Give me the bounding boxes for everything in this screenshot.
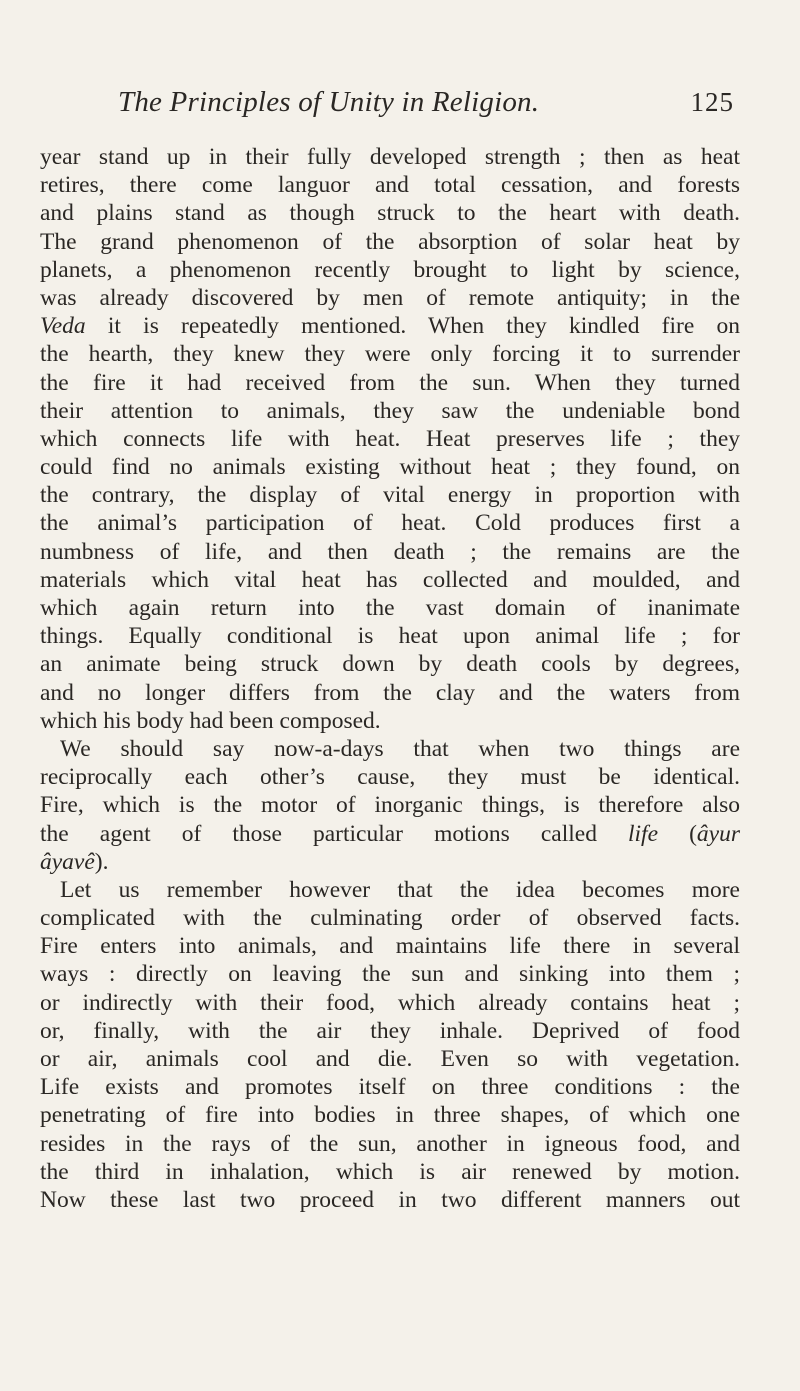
text-line: which again return into the vast domain of inanimate	[40, 595, 740, 621]
italic-term: âyur	[696, 820, 740, 847]
text-line: ways : directly on leaving the sun and sinking into them ;	[40, 961, 740, 988]
text-line: Life exists and promotes itself on three conditions : the	[40, 1074, 740, 1101]
italic-term: Veda	[40, 313, 86, 340]
text-line: the animal’s participation of heat. Cold produces first a	[40, 510, 740, 537]
running-head	[118, 86, 734, 126]
text-line: Let us remember however that the idea becomes more	[60, 876, 740, 903]
text-line: the third in inhalation, which is air renewed by motion.	[40, 1158, 740, 1185]
text-line: things. Equally conditional is heat upon animal life ; for	[40, 623, 740, 650]
text-line: reciprocally each other’s cause, they must be identical.	[40, 764, 740, 791]
text-line: The grand phenomenon of the absorption of solar heat by	[40, 228, 740, 255]
text-line: and plains stand as though struck to the heart with death.	[40, 200, 740, 227]
text-line: planets, a phenomenon recently brought to light by science,	[40, 256, 740, 283]
text-line: which connects life with heat. Heat preserves life ; they	[40, 425, 740, 452]
text-line: and no longer differs from the clay and the waters from	[40, 679, 740, 706]
text-line: could find no animals existing without heat ; they found, on	[40, 454, 740, 481]
text-line: or, finally, with the air they inhale. Deprived of food	[40, 1017, 740, 1044]
text-line: complicated with the culminating order of observed facts.	[40, 905, 740, 932]
text-line: or indirectly with their food, which already contains heat ;	[40, 989, 740, 1016]
text-line: year stand up in their fully developed strength ; then as heat	[40, 144, 740, 170]
text-line: penetrating of fire into bodies in three shapes, of which one	[40, 1102, 740, 1129]
text-line: their attention to animals, they saw the undeniable bond	[40, 397, 740, 424]
text-line: the hearth, they knew they were only forcing it to surrender	[40, 341, 740, 368]
text-line: was already discovered by men of remote antiquity; in the	[40, 284, 740, 311]
text-line: an animate being struck down by death cools by degrees,	[40, 651, 740, 678]
text-line: Now these last two proceed in two different manners out	[40, 1186, 740, 1213]
text-line: resides in the rays of the sun, another in igneous food, and	[40, 1130, 740, 1157]
text-line: numbness of life, and then death ; the remains are the	[40, 538, 740, 565]
body-text	[40, 143, 740, 1214]
text-line: We should say now-a-days that when two things are	[60, 735, 740, 762]
text-line: Veda it is repeatedly mentioned. When they kindled fire on	[40, 313, 740, 340]
text-line: the fire it had received from the sun. When they turned	[40, 369, 740, 396]
text-line: Fire enters into animals, and maintains life there in several	[40, 933, 740, 960]
text-line: âyavê).	[40, 848, 109, 875]
text-line: retires, there come languor and total cessation, and forests	[40, 172, 740, 199]
italic-term: âyavê	[40, 848, 95, 875]
text-line: which his body had been composed.	[40, 707, 381, 734]
text-line: or air, animals cool and die. Even so with vegetation.	[40, 1046, 740, 1072]
text-line: materials which vital heat has collected and moulded, and	[40, 566, 740, 593]
page-number: 125	[690, 87, 734, 117]
italic-term: life	[628, 820, 659, 847]
running-title: The Principles of Unity in Religion.	[118, 86, 540, 118]
text-line: Fire, which is the motor of inorganic things, is therefore also	[40, 792, 740, 819]
text-line: the contrary, the display of vital energy in proportion with	[40, 482, 740, 509]
text-line: the agent of those particular motions called life (âyur	[40, 820, 740, 847]
